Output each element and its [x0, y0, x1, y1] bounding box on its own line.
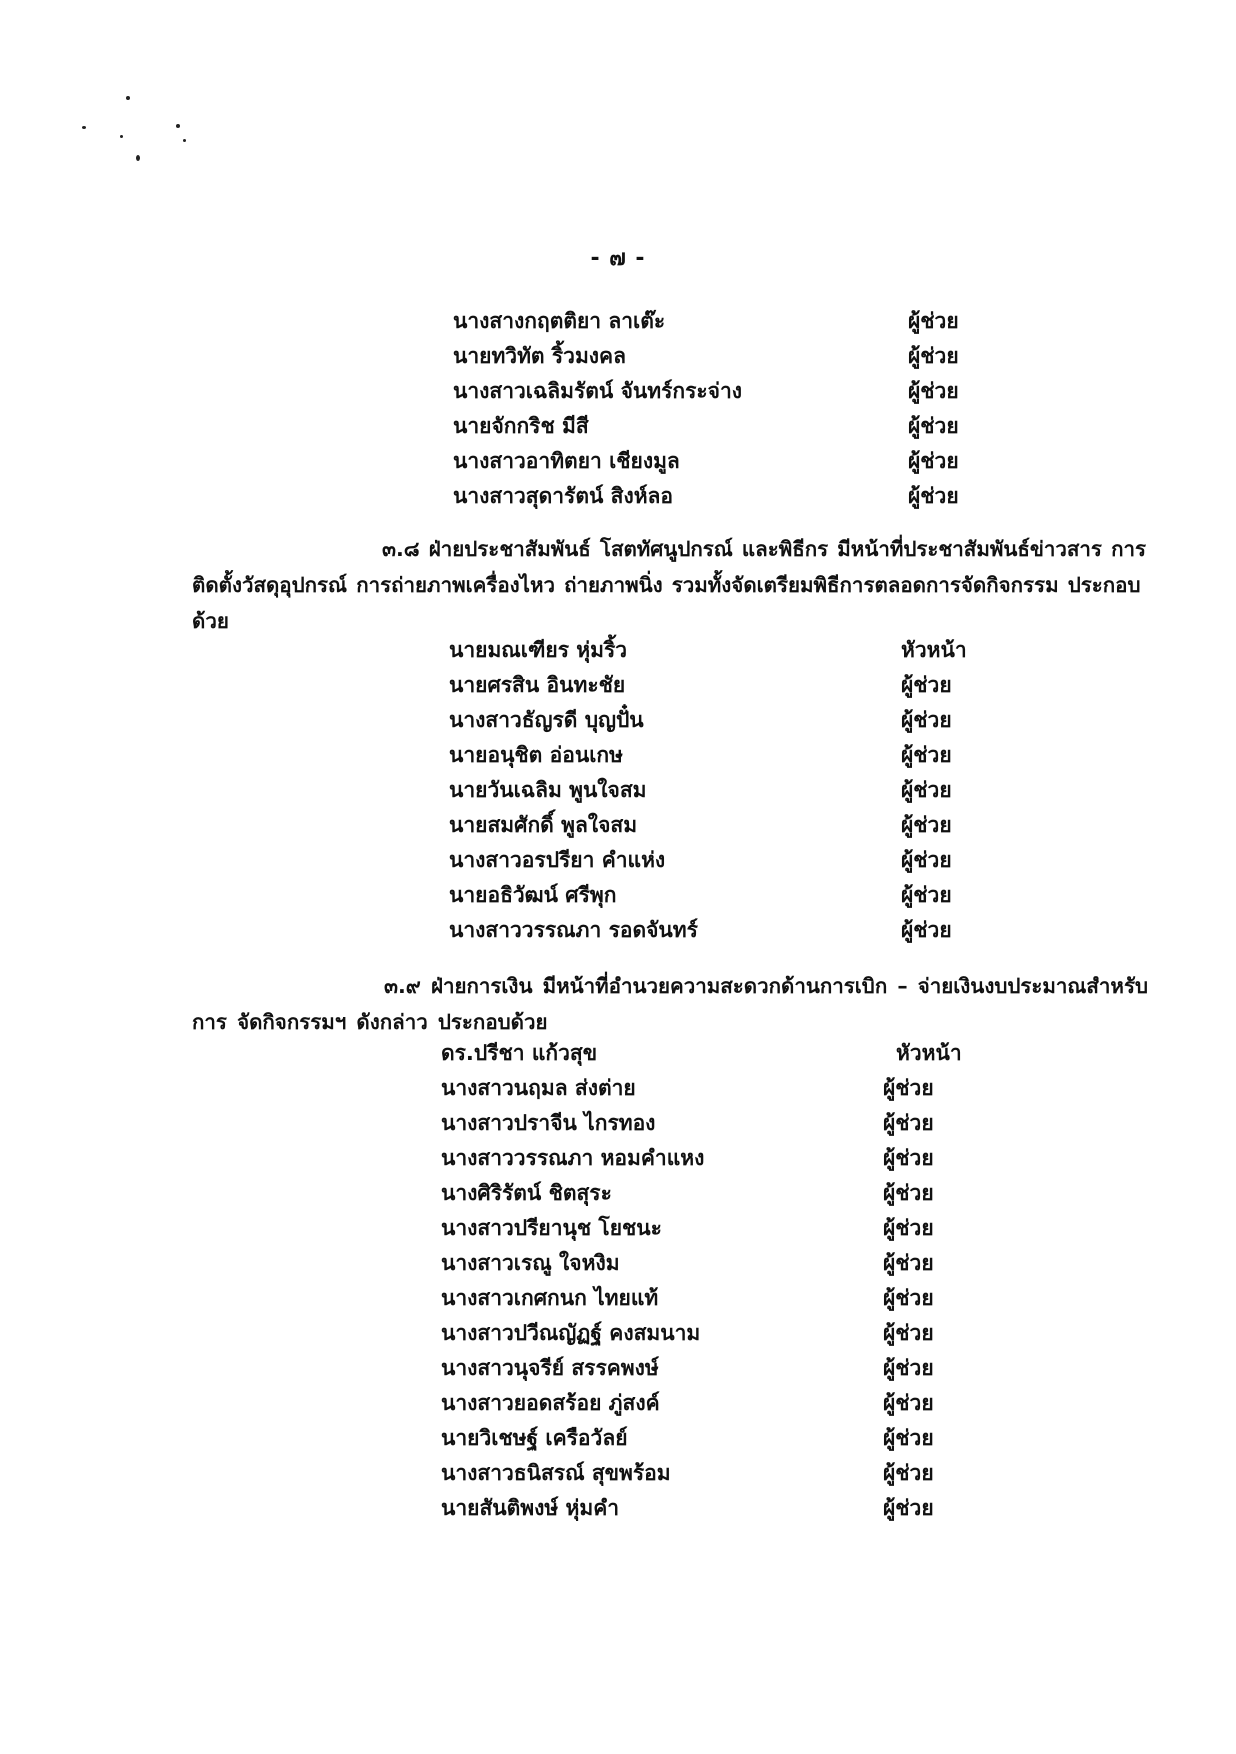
member-role: ผู้ช่วย: [883, 1461, 934, 1485]
roster-section-3-9: [441, 1036, 961, 1526]
roster-row: [441, 1246, 961, 1281]
member-role: ผู้ช่วย: [901, 708, 952, 732]
member-role: ผู้ช่วย: [883, 1216, 934, 1240]
member-name: นางสาวปรียานุช โยชนะ: [441, 1216, 662, 1240]
member-role: ผู้ช่วย: [883, 1251, 934, 1275]
roster-row: [453, 374, 973, 409]
member-role: ผู้ช่วย: [883, 1146, 934, 1170]
member-role: ผู้ช่วย: [883, 1426, 934, 1450]
member-name: นางสาวเฉลิมรัตน์ จันทร์กระจ่าง: [453, 379, 742, 403]
roster-row: [441, 1141, 961, 1176]
member-role: ผู้ช่วย: [901, 918, 952, 942]
roster-row: [453, 444, 973, 479]
member-name: นายทวิทัต ริ้วมงคล: [453, 344, 626, 368]
member-name: นางสาวเกศกนก ไทยแท้: [441, 1286, 659, 1310]
roster-row: [449, 633, 969, 668]
roster-row: [449, 913, 969, 948]
member-name: นางสาวธนิสรณ์ สุขพร้อม: [441, 1461, 671, 1485]
scan-speck: [82, 126, 86, 129]
member-role: ผู้ช่วย: [883, 1321, 934, 1345]
roster-row: [453, 339, 973, 374]
member-name: นางสาวนุจรีย์ สรรคพงษ์: [441, 1356, 659, 1380]
member-name: นางสาวปวีณญัฏฐ์ คงสมนาม: [441, 1321, 701, 1345]
roster-row: [441, 1281, 961, 1316]
member-role: ผู้ช่วย: [908, 449, 959, 473]
roster-row: [441, 1211, 961, 1246]
roster-row: [453, 479, 973, 514]
scan-speck: [176, 124, 180, 128]
roster-row: [449, 668, 969, 703]
roster-row: [441, 1176, 961, 1211]
roster-row: [441, 1106, 961, 1141]
member-role: ผู้ช่วย: [883, 1496, 934, 1520]
member-role: หัวหน้า: [896, 1041, 962, 1065]
member-name: นายสันติพงษ์ หุ่มคำ: [441, 1496, 620, 1520]
member-role: ผู้ช่วย: [901, 883, 952, 907]
member-role: ผู้ช่วย: [908, 309, 959, 333]
roster-row: [441, 1036, 961, 1071]
member-role: ผู้ช่วย: [901, 673, 952, 697]
member-name: นางสาววรรณภา หอมคำแหง: [441, 1146, 705, 1170]
member-name: นายจักกริช มีสี: [453, 414, 589, 438]
scan-speck: [126, 96, 130, 100]
member-name: นางสาวเรณู ใจหงิม: [441, 1251, 620, 1275]
member-name: ดร.ปรีชา แก้วสุข: [441, 1041, 598, 1065]
member-name: นางสางกฤตติยา ลาเต๊ะ: [453, 309, 666, 333]
roster-row: [449, 808, 969, 843]
member-role: ผู้ช่วย: [901, 743, 952, 767]
roster-row: [449, 843, 969, 878]
member-name: นายสมศักดิ์ พูลใจสม: [449, 813, 638, 837]
member-role: ผู้ช่วย: [908, 344, 959, 368]
member-role: ผู้ช่วย: [883, 1111, 934, 1135]
roster-row: [453, 304, 973, 339]
member-name: นางสาวอาทิตยา เชียงมูล: [453, 449, 680, 473]
member-role: ผู้ช่วย: [908, 484, 959, 508]
section-3-8-description: ๓.๘ ฝ่ายประชาสัมพันธ์ โสตทัศนูปกรณ์ และพิธีกร มีหน้าที่ประชาสัมพันธ์ข่าวสาร การติดตั้งวัสดุอุปกรณ์ การถ่ายภาพเครื่องไหว ถ่ายภาพนิ่ง รวมทั้งจัดเตรียมพิธีการตลอดการจัดกิจกรรม ประกอบด้วย: [192, 537, 1147, 633]
member-name: นางสาวนฤมล ส่งต่าย: [441, 1076, 636, 1100]
member-name: นางสาวยอดสร้อย ภู่สงค์: [441, 1391, 660, 1415]
roster-row: [441, 1071, 961, 1106]
roster-section-3-8: [449, 633, 969, 948]
section-3-9-description: ๓.๙ ฝ่ายการเงิน มีหน้าที่อำนวยความสะดวกด้านการเบิก – จ่ายเงินงบประมาณสำหรับการ จัดกิจกรรมฯ ดังกล่าว ประกอบด้วย: [192, 974, 1148, 1034]
page-number: - ๗ -: [590, 246, 646, 271]
roster-row: [441, 1491, 961, 1526]
member-role: ผู้ช่วย: [908, 379, 959, 403]
member-name: นางสาวธัญรดี บุญปั๋น: [449, 708, 644, 732]
member-name: นายอนุชิต อ่อนเกษ: [449, 743, 623, 767]
member-name: นางสาวปราจีน ไกรทอง: [441, 1111, 656, 1135]
member-role: ผู้ช่วย: [901, 813, 952, 837]
roster-row: [441, 1456, 961, 1491]
scan-speck: [136, 155, 140, 161]
roster-row: [449, 773, 969, 808]
member-name: นางสาวอรปรียา คำแห่ง: [449, 848, 666, 872]
member-name: นายมณเฑียร หุ่มริ้ว: [449, 638, 628, 662]
member-role: ผู้ช่วย: [901, 848, 952, 872]
roster-row: [453, 409, 973, 444]
member-name: นายอธิวัฒน์ ศรีพุก: [449, 883, 617, 907]
roster-row: [441, 1386, 961, 1421]
member-role: ผู้ช่วย: [908, 414, 959, 438]
roster-row: [441, 1316, 961, 1351]
member-name: นายวิเชษฐ์ เครือวัลย์: [441, 1426, 628, 1450]
scan-speck: [120, 135, 123, 138]
roster-row: [441, 1421, 961, 1456]
member-name: นายศรสิน อินทะชัย: [449, 673, 626, 697]
roster-row: [449, 738, 969, 773]
member-role: ผู้ช่วย: [883, 1391, 934, 1415]
member-role: ผู้ช่วย: [883, 1286, 934, 1310]
roster-row: [449, 878, 969, 913]
member-role: ผู้ช่วย: [883, 1356, 934, 1380]
member-role: หัวหน้า: [901, 638, 967, 662]
member-name: นายวันเฉลิม พูนใจสม: [449, 778, 647, 802]
roster-row: [449, 703, 969, 738]
scan-speck: [183, 139, 186, 142]
roster-continued: [453, 304, 973, 514]
member-name: นางสาวสุดารัตน์ สิงห์ลอ: [453, 484, 674, 508]
member-name: นางศิริรัตน์ ชิตสุระ: [441, 1181, 612, 1205]
member-role: ผู้ช่วย: [883, 1076, 934, 1100]
member-name: นางสาววรรณภา รอดจันทร์: [449, 918, 698, 942]
roster-row: [441, 1351, 961, 1386]
member-role: ผู้ช่วย: [901, 778, 952, 802]
member-role: ผู้ช่วย: [883, 1181, 934, 1205]
